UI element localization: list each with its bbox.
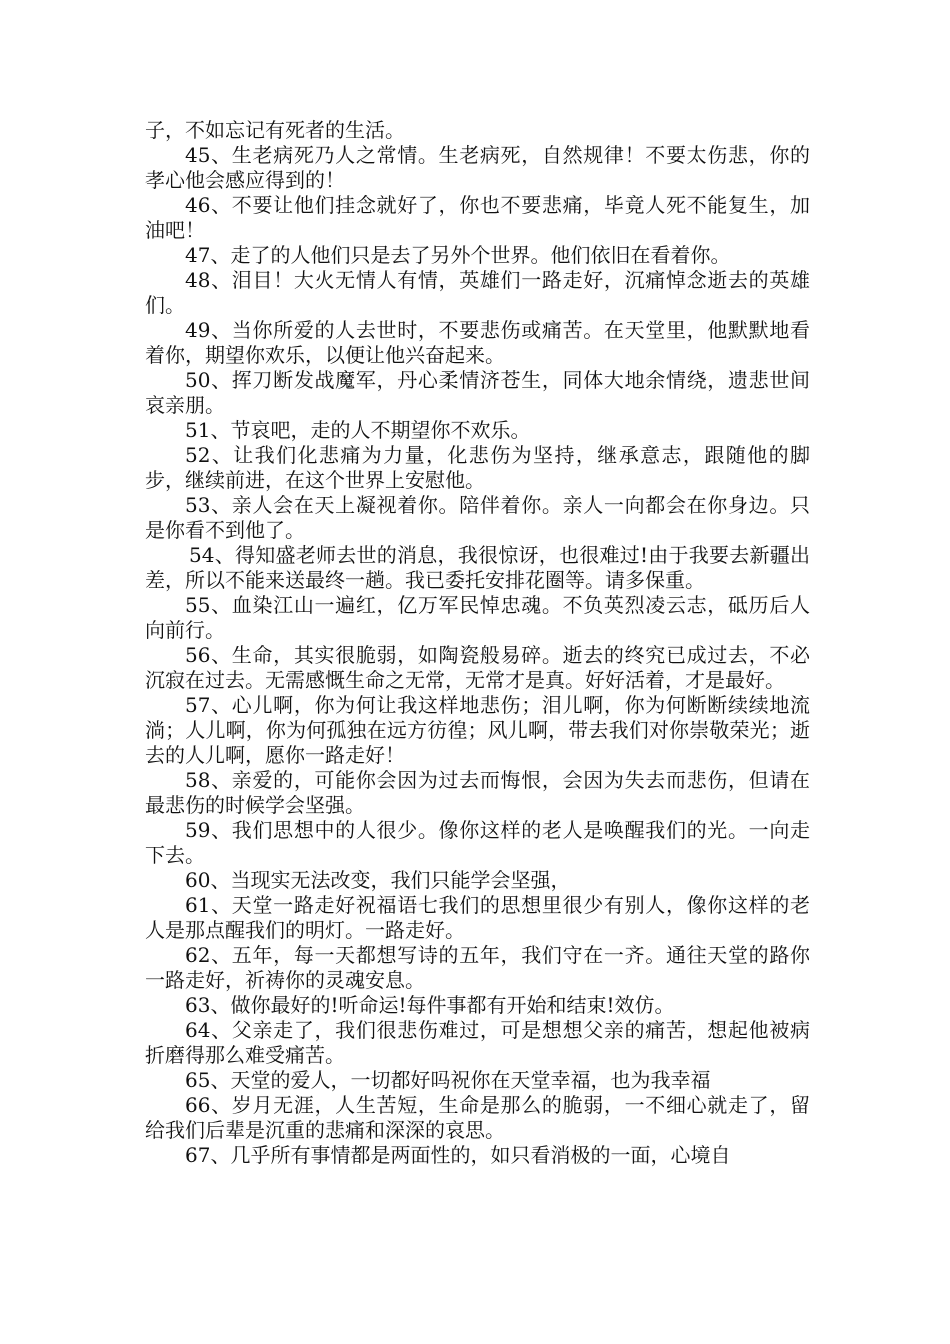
paragraph-55: 55、血染江山一遍红，亿万军民悼忠魂。不负英烈凌云志，砥历后人向前行。 xyxy=(145,593,810,642)
paragraph-53: 53、亲人会在天上凝视着你。陪伴着你。亲人一向都会在你身边。只是你看不到他了。 xyxy=(145,493,810,542)
paragraph-54: 54、得知盛老师去世的消息，我很惊讶，也很难过!由于我要去新疆出差，所以不能来送最终一趟。我已委托安排花圈等。请多保重。 xyxy=(145,543,810,592)
paragraph-63: 63、做你最好的!听命运!每件事都有开始和结束!效仿。 xyxy=(185,993,675,1017)
paragraph-59: 59、我们思想中的人很少。像你这样的老人是唤醒我们的光。一向走下去。 xyxy=(145,818,810,867)
paragraph-49: 49、当你所爱的人去世时，不要悲伤或痛苦。在天堂里，他默默地看着你，期望你欢乐，以便让他兴奋起来。 xyxy=(145,318,810,367)
paragraph-56: 56、生命，其实很脆弱，如陶瓷般易碎。逝去的终究已成过去，不必沉寂在过去。无需感慨生命之无常，无常才是真。好好活着，才是最好。 xyxy=(145,643,810,692)
paragraph-66: 66、岁月无涯，人生苦短，生命是那么的脆弱，一不细心就走了，留给我们后辈是沉重的悲痛和深深的哀思。 xyxy=(145,1093,810,1142)
paragraph-50: 50、挥刀断发战魔军，丹心柔情济苍生，同体大地余情绕，遗悲世间哀亲朋。 xyxy=(145,368,810,417)
paragraph-61: 61、天堂一路走好祝福语七我们的思想里很少有别人，像你这样的老人是那点醒我们的明灯。一路走好。 xyxy=(145,893,810,942)
paragraph-65: 65、天堂的爱人，一切都好吗祝你在天堂幸福，也为我幸福 xyxy=(185,1068,711,1092)
paragraph-64: 64、父亲走了，我们很悲伤难过，可是想想父亲的痛苦，想起他被病折磨得那么难受痛苦。 xyxy=(145,1018,810,1067)
paragraph-52: 52、让我们化悲痛为力量，化悲伤为坚持，继承意志，跟随他的脚步，继续前进，在这个世界上安慰他。 xyxy=(145,443,810,492)
paragraph-46: 46、不要让他们挂念就好了，你也不要悲痛，毕竟人死不能复生，加油吧！ xyxy=(145,193,810,242)
paragraph-67: 67、几乎所有事情都是两面性的，如只看消极的一面，心境自 xyxy=(185,1143,731,1167)
paragraph-47: 47、走了的人他们只是去了另外个世界。他们依旧在看着你。 xyxy=(185,243,731,267)
paragraph-51: 51、节哀吧，走的人不期望你不欢乐。 xyxy=(185,418,531,442)
paragraph-57: 57、心儿啊，你为何让我这样地悲伤；泪儿啊，你为何断断续续地流淌；人儿啊，你为何孤独在远方彷徨；风儿啊，带去我们对你崇敬荣光；逝去的人儿啊，愿你一路走好！ xyxy=(145,693,810,767)
paragraph-45: 45、生老病死乃人之常情。生老病死，自然规律！不要太伤悲，你的孝心他会感应得到的！ xyxy=(145,143,810,192)
paragraph-62: 62、五年，每一天都想写诗的五年，我们守在一齐。通往天堂的路你一路走好，祈祷你的灵魂安息。 xyxy=(145,943,810,992)
paragraph-48: 48、泪目！大火无情人有情，英雄们一路走好，沉痛悼念逝去的英雄们。 xyxy=(145,268,810,317)
paragraph-58: 58、亲爱的，可能你会因为过去而悔恨，会因为失去而悲伤，但请在最悲伤的时候学会坚强。 xyxy=(145,768,810,817)
paragraph-60: 60、当现实无法改变，我们只能学会坚强， xyxy=(185,868,571,892)
document-body xyxy=(145,118,810,1168)
paragraph-continued: 子，不如忘记有死者的生活。 xyxy=(145,118,405,142)
